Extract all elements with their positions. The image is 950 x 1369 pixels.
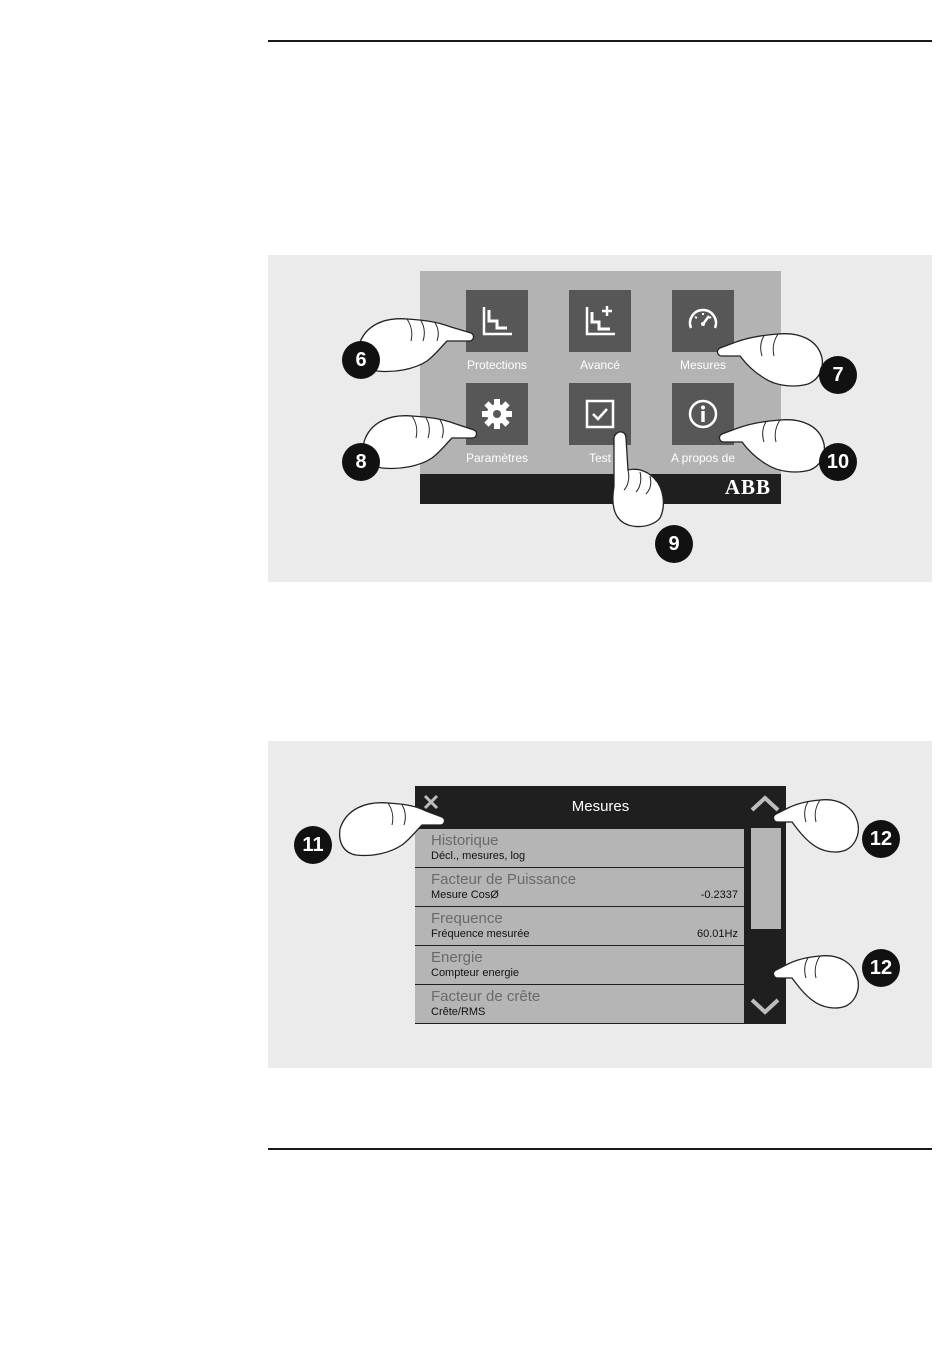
screen-title: Mesures (571, 798, 630, 815)
row-title: Energie (431, 949, 483, 966)
about-label: A propos de (670, 451, 736, 465)
hand-pointer-icon (336, 795, 446, 859)
callout-9: 9 (655, 525, 693, 563)
row-value: 60.01Hz (697, 928, 738, 940)
measures-screen (415, 786, 786, 1024)
list-item[interactable] (415, 985, 744, 1023)
test-label: Test (588, 451, 611, 465)
list-item[interactable] (415, 868, 744, 906)
abb-logo: ABB (724, 475, 771, 499)
hand-pointer-icon (716, 328, 826, 390)
gear-icon (480, 397, 514, 431)
row-subtitle: Fréquence mesurée (431, 928, 530, 940)
checkbox-icon (583, 397, 617, 431)
callout-8: 8 (342, 443, 380, 481)
hand-pointer-icon (718, 414, 828, 476)
top-rule (268, 40, 932, 42)
callout-7: 7 (819, 356, 857, 394)
gauge-icon (686, 304, 720, 338)
callout-12-up: 12 (862, 820, 900, 858)
callout-11: 11 (294, 826, 332, 864)
list-item[interactable] (415, 907, 744, 945)
bottom-bar (420, 474, 781, 504)
list-item[interactable] (415, 946, 744, 984)
row-title: Frequence (431, 910, 503, 927)
row-subtitle: Crête/RMS (431, 1006, 486, 1018)
row-subtitle: Mesure CosØ (431, 889, 499, 901)
row-subtitle: Décl., mesures, log (431, 850, 526, 862)
parameters-label: Paramètres (465, 451, 529, 465)
advanced-curve-plus-icon (583, 304, 617, 338)
hand-pointer-icon (772, 950, 862, 1012)
advanced-tile[interactable] (569, 290, 631, 352)
protections-label: Protections (466, 358, 528, 372)
row-title: Facteur de crête (431, 988, 541, 1005)
hand-pointer-icon (604, 430, 668, 530)
row-title: Historique (431, 832, 499, 849)
callout-6: 6 (342, 341, 380, 379)
callout-10: 10 (819, 443, 857, 481)
row-value: -0.2337 (700, 889, 738, 901)
info-icon (686, 397, 720, 431)
protections-curve-icon (480, 304, 514, 338)
callout-12-down: 12 (862, 949, 900, 987)
advanced-label: Avancé (580, 358, 620, 372)
protections-tile[interactable] (466, 290, 528, 352)
hand-pointer-icon (772, 794, 862, 856)
list-item[interactable] (415, 829, 744, 867)
measures-label: Mesures (679, 358, 726, 372)
bottom-rule (268, 1148, 932, 1150)
row-title: Facteur de Puissance (431, 871, 577, 888)
row-subtitle: Compteur energie (431, 967, 520, 979)
